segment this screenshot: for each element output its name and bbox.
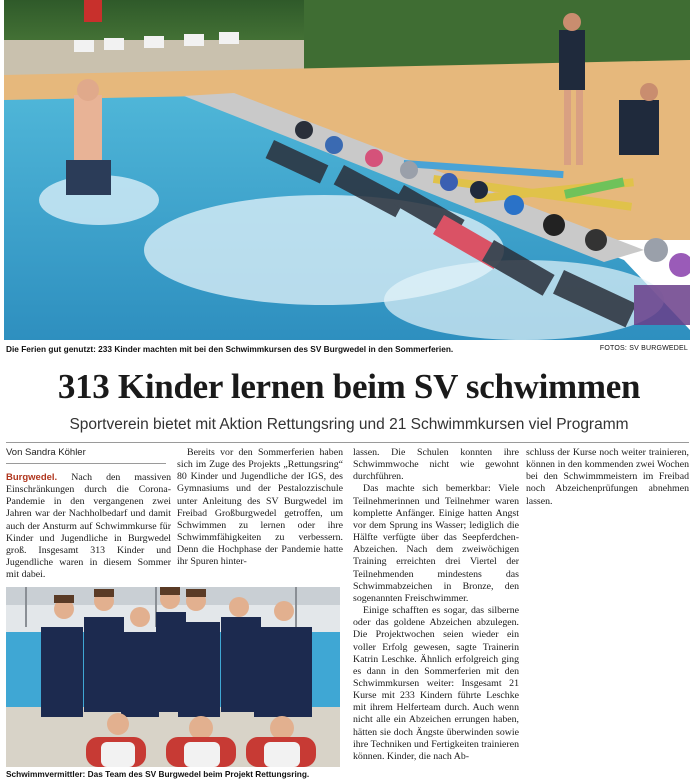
article-column-2 xyxy=(177,447,343,569)
byline-divider xyxy=(6,463,166,464)
paragraph: schluss der Kurse noch weiter trainieren, können in den kommenden zwei Wochen bei den Schwimmmeistern im Freibad noch Abzeichenprüfungen abnehmen lassen. xyxy=(526,447,689,507)
paragraph: Bereits vor den Sommerferien haben sich im Zuge des Projekts „Rettungsring“ 80 Kinder und Jugendliche der IGS, des Gymnasiums und der Pestalozzischule unter Anleitung des SV Burgwedel im Freibad Großburgwedel getroffen, um Schwimmen zu lernen oder ihre Schwimmfähigkeiten zu verbessern. Denn die Hochphase der Pandemie hatte ihr Spuren hinter- xyxy=(177,447,343,568)
divider xyxy=(6,442,689,443)
photo-caption: Die Ferien gut genutzt: 233 Kinder machten mit bei den Schwimmkursen des SV Burgwedel in den Sommerferien. xyxy=(6,344,454,354)
dateline: Burgwedel. xyxy=(6,472,58,483)
paragraph: Das machte sich bemerkbar: Viele Teilnehmerinnen und Teilnehmer waren komplette Anfänger. Einige hatten Angst vor dem Sprung ins Wasser; lediglich die Hälfte verfügte über das Seepferdchen-Abzeichen. Nach dem zweiwöchigen Training erreichten drei Viertel der Teilnehmenden mindestens das Schwimmabzeichen in Bronze, den sogenannten Freischwimmer. xyxy=(353,483,519,604)
article-column-3 xyxy=(353,447,519,763)
paragraph: Einige schafften es sogar, das silberne oder das goldene Abzeichen abzulegen. Die Projektwochen seien wieder ein voller Erfolg gewesen, sagte Trainerin Katrin Leschke. Ähnlich erfolgreich ging es dann in den Sommerferien mit den Schwimmkursen weiter: Insgesamt 21 Kurse mit 233 Kindern führte Leschke mit ihrem Helferteam durch. Auch wenn nicht alle ein Abzeichen errungen haben, hätten sie doch Ängste überwinden sowie ihre Techniken und Fertigkeiten trainieren können. Kinder, die nach Ab- xyxy=(353,605,519,762)
pool-photo xyxy=(4,0,690,340)
paragraph: Nach den massiven Einschränkungen durch die Corona-Pandemie in den vergangenen zwei Jahren war der Nachholbedarf und damit auch der Ansturm auf Schwimmkurse für Kinder und Jugendliche in Burgwedel groß. Insgesamt 313 Kinder und Jugendliche waren in diesem Sommer mit dabei. xyxy=(6,472,171,581)
article-column-4 xyxy=(526,447,689,508)
article-subheadline: Sportverein bietet mit Aktion Rettungsring und 21 Schwimmkursen viel Programm xyxy=(69,416,629,433)
paragraph: lassen. Die Schulen konnten ihre Schwimmwoche nicht wie gewohnt durchführen. xyxy=(353,447,519,483)
byline: Von Sandra Köhler xyxy=(6,447,86,458)
team-photo-caption: Schwimmvermittler: Das Team des SV Burgwedel beim Projekt Rettungsring. xyxy=(6,769,310,779)
article-column-1 xyxy=(6,472,171,581)
photo-credit: FOTOS: SV BURGWEDEL xyxy=(599,345,688,352)
article-headline: 313 Kinder lernen beim SV schwimmen xyxy=(57,367,641,406)
team-photo xyxy=(6,587,340,767)
